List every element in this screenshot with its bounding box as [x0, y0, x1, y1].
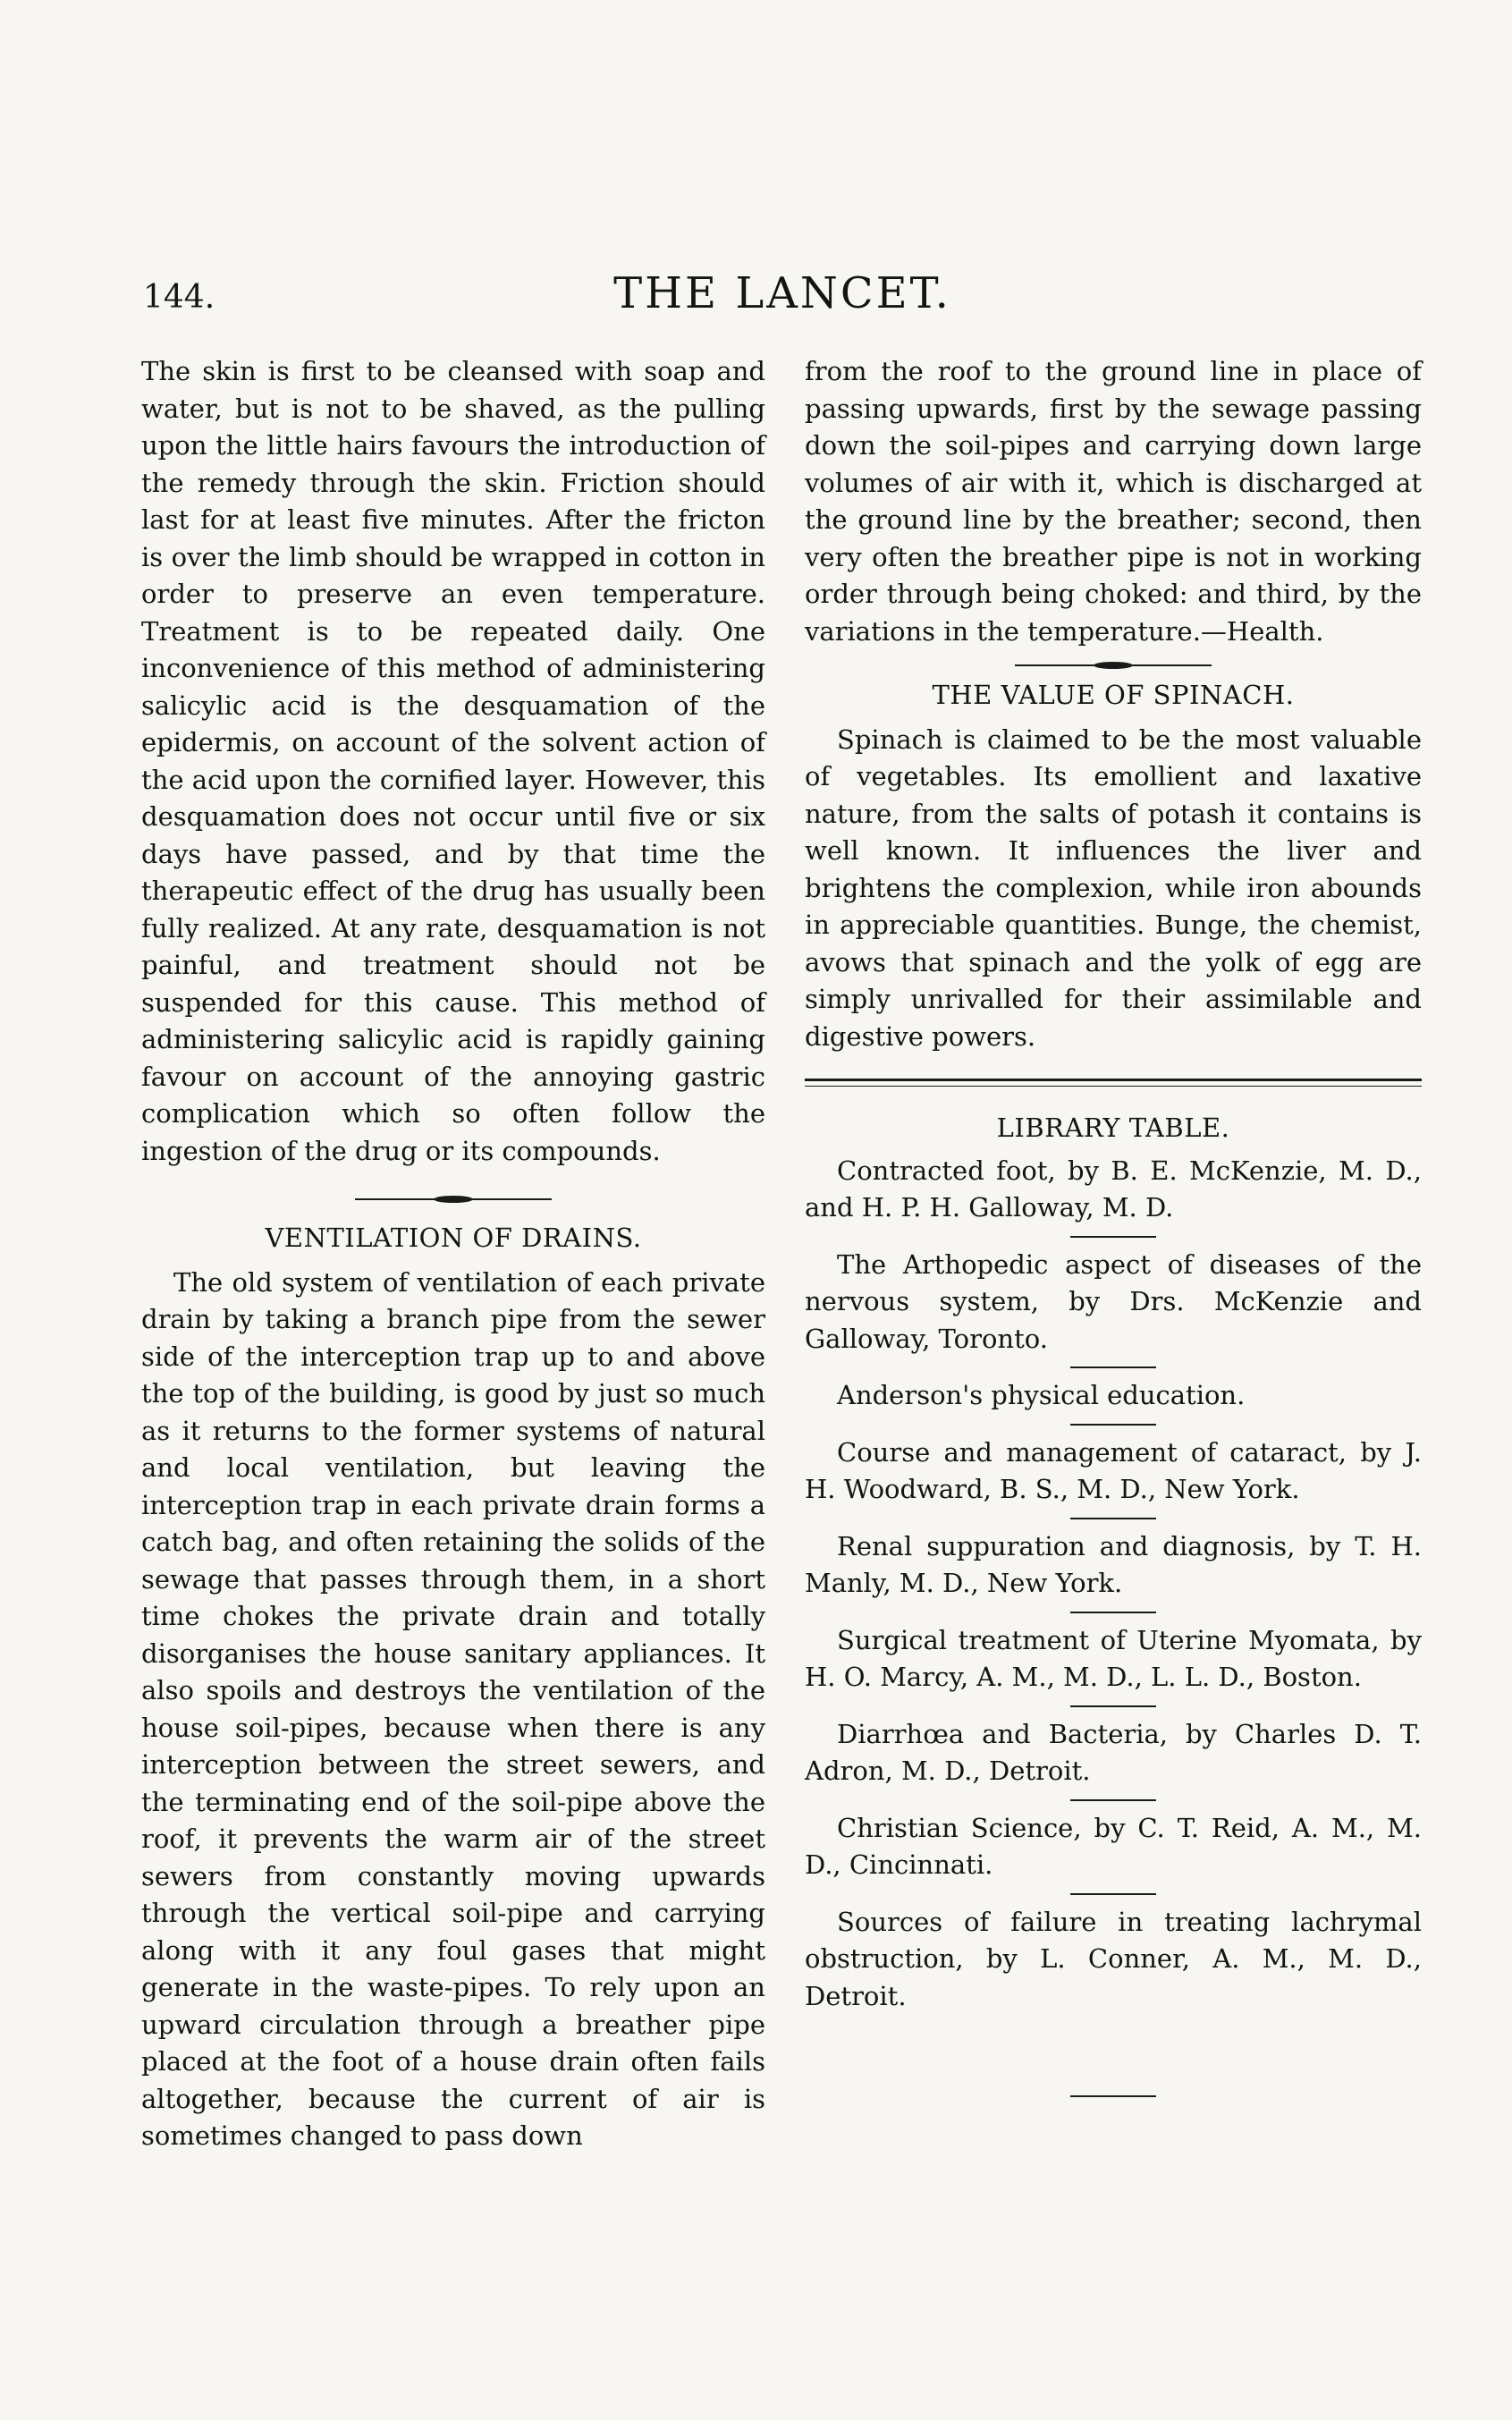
short-divider — [1070, 1236, 1156, 1238]
short-divider — [1070, 1424, 1156, 1426]
library-item: Renal suppuration and diagnosis, by T. H. Manly, M. D., New York. — [805, 1530, 1422, 1598]
page-header — [143, 268, 1422, 340]
library-item: Christian Science, by C. T. Reid, A. M., M. D., Cincinnati. — [805, 1812, 1422, 1880]
library-item: Course and management of cataract, by J. H. Woodward, B. S., M. D., New York. — [805, 1436, 1422, 1504]
journal-title: THE LANCET. — [613, 268, 951, 318]
library-heading: LIBRARY TABLE. — [996, 1113, 1230, 1143]
page-number: 144. — [143, 279, 215, 316]
short-divider — [1070, 1367, 1156, 1368]
salicylic-paragraph: The skin is first to be cleansed with soap and water, but is not to be shaved, as the pulling upon the little hairs favours the introduction of the remedy through the skin. Friction should last for at least five minutes. After the fricton is over the limb should be wrapped in cotton in order to preserve an even temperature. Treatment is to be repeated daily. One inconvenience of this method of administering salicylic acid is the desquamation of the epidermis, on account of the solvent action of the acid upon the cornified layer. However, this desquamation does not occur until five or six days have passed, and by that time the therapeutic effect of the drug has usually been fully realized. At any rate, desquamation is not painful, and treatment should not be suspended for this cause. This method of administering salicylic acid is rapidly gaining favour on account of the annoying gastric complication which so often follow the ingestion of the drug or its compounds. — [141, 356, 765, 1166]
spinach-heading: THE VALUE OF SPINACH. — [932, 680, 1295, 710]
library-item: Anderson's physical education. — [837, 1380, 1246, 1410]
library-item: The Arthopedic aspect of diseases of the nervous system, by Drs. McKenzie and Galloway, Toronto. — [805, 1248, 1422, 1354]
left-column — [141, 353, 765, 2155]
ventilation-continued: from the roof to the ground line in place of passing upwards, first by the sewage passing down the soil-pipes and carrying down large volumes of air with it, which is discharged at the ground line by the breather; second, then very often the breather pipe is not in working order through being choked: and third, by the variations in the temperature.—Health. — [805, 356, 1422, 647]
library-list — [805, 1153, 1422, 2016]
short-divider — [1070, 1893, 1156, 1895]
library-item: Sources of failure in treating lachrymal obstruction, by L. Conner, A. M., M. D., Detroit. — [805, 1906, 1422, 2011]
right-column — [805, 353, 1422, 2097]
ventilation-body: The old system of ventilation of each private drain by taking a branch pipe from the sewer side of the interception trap up to and above the top of the building, is good by just so much as it returns to the former systems of natural and local ventilation, but leaving the interception trap in each private drain forms a catch bag, and often retaining the solids of the sewage that passes through them, in a short time chokes the private drain and totally disorganises the house sanitary appliances. It also spoils and destroys the ventilation of the house soil-pipes, because when there is any interception between the street sewers, and the terminating end of the soil-pipe above the roof, it prevents the warm air of the street sewers from constantly moving upwards through the vertical soil-pipe and carrying along with it any foul gases that might generate in the waste-pipes. To rely upon an upward circulation through a breather pipe placed at the foot of a house drain often fails altogether, because the current of air is sometimes changed to pass down — [141, 1266, 765, 2151]
short-divider — [1070, 1518, 1156, 1519]
library-item: Contracted foot, by B. E. McKenzie, M. D., and H. P. H. Galloway, M. D. — [805, 1155, 1422, 1223]
ventilation-heading: VENTILATION OF DRAINS. — [265, 1223, 642, 1253]
ornamental-divider — [355, 1193, 552, 1206]
library-item: Diarrhœa and Bacteria, by Charles D. T. Adron, M. D., Detroit. — [805, 1718, 1422, 1786]
spinach-body: Spinach is claimed to be the most valuable of vegetables. Its emollient and laxative nature, from the salts of potash it contains is well known. It influences the liver and brightens the complexion, while iron abounds in appreciable quantities. Bunge, the chemist, avows that spinach and the yolk of egg are simply unrivalled for their assimilable and digestive powers. — [805, 723, 1422, 1052]
library-item: Surgical treatment of Uterine Myomata, by H. O. Marcy, A. M., M. D., L. L. D., Boston. — [805, 1624, 1422, 1692]
short-divider — [1070, 1612, 1156, 1613]
closing-rule — [1070, 2095, 1156, 2097]
section-double-rule — [805, 1079, 1422, 1087]
short-divider — [1070, 1799, 1156, 1801]
short-divider — [1070, 1705, 1156, 1707]
ornamental-divider — [1015, 659, 1212, 672]
